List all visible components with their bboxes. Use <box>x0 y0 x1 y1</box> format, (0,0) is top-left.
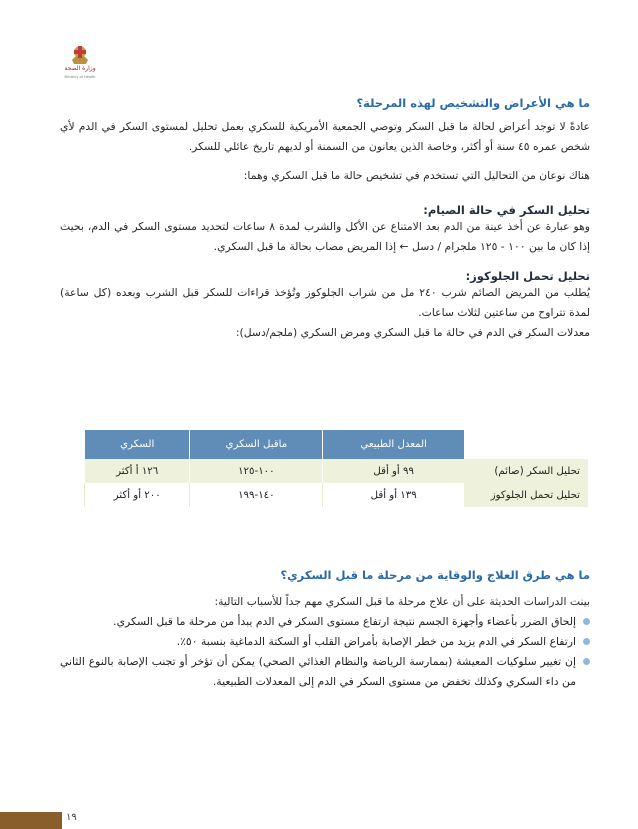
table-row <box>85 459 589 483</box>
logo-name: وزارة الصحة <box>64 65 96 72</box>
section-symptoms <box>60 96 590 343</box>
list-item-text: إن تغيير سلوكيات المعيشة (بممارسة الرياضة والنظام الغذائي الصحي) يمكن أن تؤخر أو تجنب الإصابة بالنوع الثاني من داء السكري وكذلك تخفض من مستوى السكر في الدم إلى المعدلات الطبيعية. <box>60 655 576 688</box>
page-footer-bar <box>0 812 62 829</box>
table-header-diabetes: السكري <box>85 430 190 459</box>
bullet-icon <box>583 658 590 665</box>
table-header-normal: المعدل الطبيعي <box>323 430 464 459</box>
table-cell: ١٤٠-١٩٩ <box>190 483 323 507</box>
table-cell: ٩٩ أو أقل <box>323 459 464 483</box>
subtitle-fasting-test: تحليل السكر في حالة الصيام: <box>423 203 590 217</box>
list-item <box>60 632 590 652</box>
table-row-label: تحليل تحمل الجلوكوز <box>464 483 588 507</box>
paragraph-symptoms: عادةً لا توجد أعراض لحالة ما قبل السكر وتوصي الجمعية الأمريكية للسكري بعمل تحليل لمستوى السكر في الدم لأي شخص عمره ٤٥ سنة أو أكثر، وخاصة الذين يعانون من السمنة أو لديهم تاريخ عائلي للسكر. <box>60 120 590 153</box>
list-item-text: إلحاق الضرر بأعضاء وأجهزة الجسم نتيجة ارتفاع مستوى السكر في الدم يبدأ من مرحلة ما قبل السكري. <box>113 615 576 628</box>
table-row <box>85 483 589 507</box>
bullet-icon <box>583 638 590 645</box>
section-title-treatment: ما هي طرق العلاج والوقاية من مرحلة ما قبل السكري؟ <box>280 568 590 582</box>
table-cell: ٢٠٠ أو أكثر <box>85 483 190 507</box>
list-item <box>60 612 590 632</box>
paragraph-fasting-test: وهو عبارة عن أخذ عينة من الدم بعد الامتناع عن الأكل والشرب لمدة ٨ ساعات لتحديد مستوى السكر في الدم، بحيث إذا كان ما بين ١٠٠ - ١٢٥ ملجرام / دسل ← إذا المريض مصاب بحالة ما قبل السكري. <box>60 220 590 253</box>
reasons-list <box>60 612 590 692</box>
section-title-symptoms: ما هي الأعراض والتشخيص لهذه المرحلة؟ <box>356 96 590 110</box>
table-header-prediabetes: ماقبل السكري <box>190 430 323 459</box>
table-cell: ١٢٦ أ أكثر <box>85 459 190 483</box>
list-item <box>60 652 590 692</box>
list-item-text: ارتفاع السكر في الدم يزيد من خطر الإصابة بأمراض القلب أو السكتة الدماغية بنسبة ٥٠٪. <box>176 635 576 648</box>
paragraph-glucose-test: يُطلب من المريض الصائم شرب ٢٤٠ مل من شراب الجلوكوز وتُؤخذ قراءات للسكر قبل الشرب وبعده (كل ساعة) لمدة تتراوح من ساعتين لثلاث ساعات. <box>60 286 590 319</box>
bullet-icon <box>583 618 590 625</box>
section-treatment <box>60 568 590 692</box>
sugar-levels-table <box>84 430 588 507</box>
logo-subtitle: Ministry of Health <box>64 75 96 79</box>
table-header-row <box>85 430 589 459</box>
page-number: ١٩ <box>66 812 77 823</box>
table-cell: ١٣٩ أو أقل <box>323 483 464 507</box>
table-header-blank <box>464 430 588 459</box>
paragraph-rates-intro: معدلات السكر في الدم في حالة ما قبل السكري ومرض السكري (ملجم/دسل): <box>235 326 590 339</box>
table-cell: ١٠٠-١٢٥ <box>190 459 323 483</box>
paragraph-treatment-intro: بينت الدراسات الحديثة على أن علاج مرحلة ما قبل السكري مهم جداً للأسباب التالية: <box>214 595 590 608</box>
paragraph-tests-intro: هناك نوعان من التحاليل التي تستخدم في تشخيص حالة ما قبل السكري وهما: <box>243 169 590 182</box>
table-row-label: تحليل السكر (صائم) <box>464 459 588 483</box>
subtitle-glucose-test: تحليل تحمل الجلوكوز: <box>465 269 590 283</box>
